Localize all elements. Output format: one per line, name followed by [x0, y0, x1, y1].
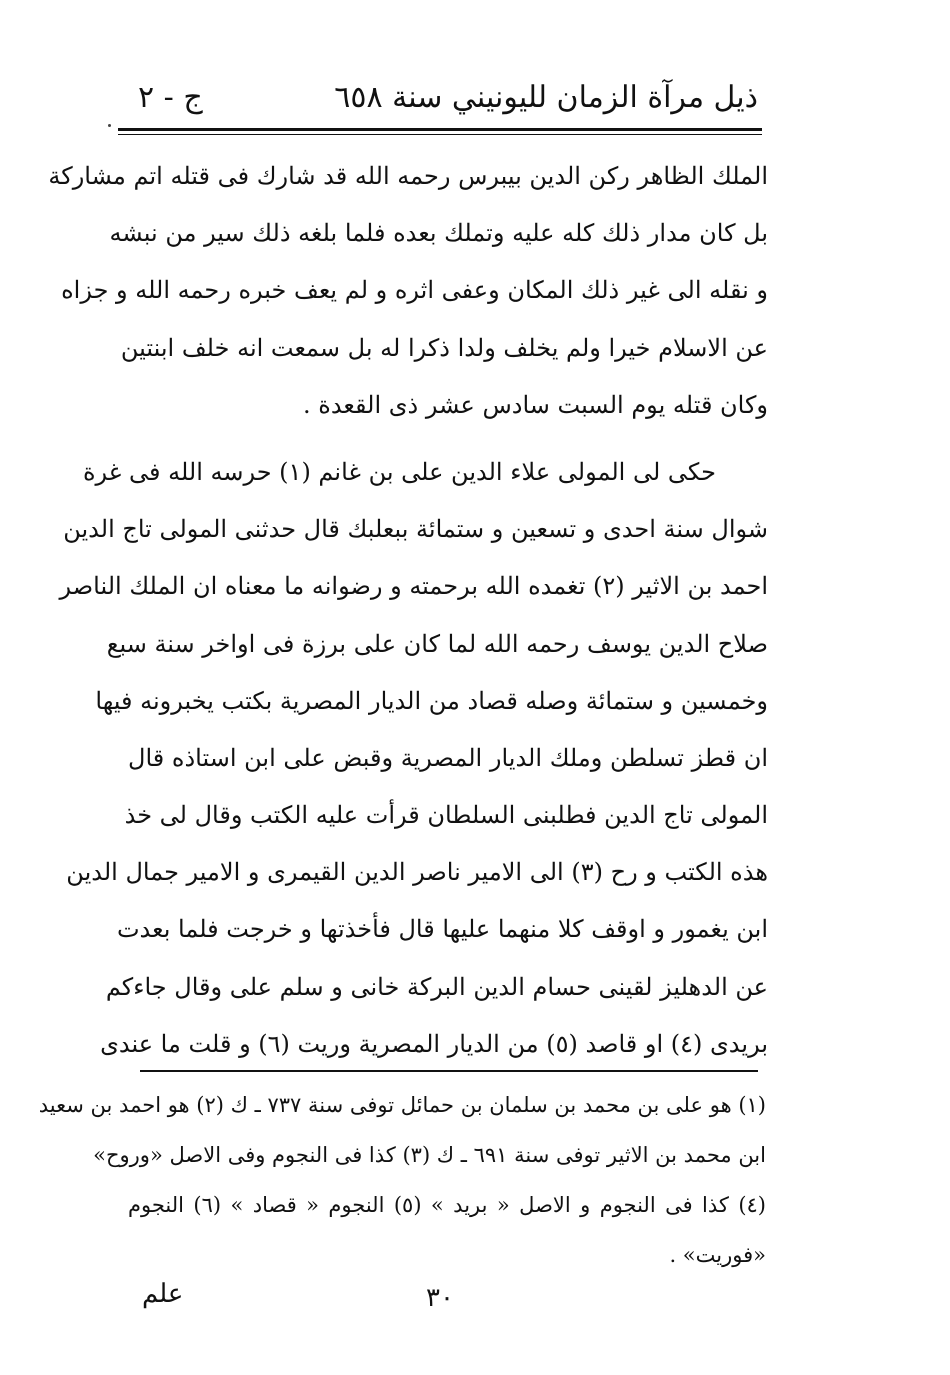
text-line: صلاح الدين يوسف رحمه الله لما كان على برزة فى اواخر سنة سبع [106, 629, 768, 658]
text-line: بل كان مدار ذلك كله عليه وتملك بعده فلما بلغه ذلك سير من نبشه [109, 219, 768, 248]
paragraph-1 [48, 148, 768, 434]
text-line: المولى تاج الدين فطلبنى السلطان قرأت عليه الكتب وقال لى خذ [124, 801, 768, 830]
header-volume: ج - ٢ [138, 80, 203, 115]
page-number: ٣٠ [426, 1283, 454, 1313]
signature-mark: علم [142, 1279, 184, 1309]
text-line: بريدى (٤) او قاصد (٥) من الديار المصرية وريت (٦) و قلت ما عندى [100, 1029, 768, 1058]
footnote-line: ابن محمد بن الاثير توفى سنة ٦٩١ ـ ك (٣) كذا فى النجوم وفى الاصل «وروح» [93, 1143, 766, 1167]
text-line: عن الاسلام خيرا ولم يخلف ولدا ذكرا له بل سمعت انه خلف ابنتين [120, 333, 768, 362]
footnote-line: (١) هو على بن محمد بن سلمان بن حمائل توفى سنة ٧٣٧ ـ ك (٢) هو احمد بن سعيد [38, 1093, 766, 1117]
header-title: ذيل مرآة الزمان لليونيني سنة ٦٥٨ [334, 80, 758, 115]
scan-speck [108, 124, 111, 127]
header-rule-thick [118, 128, 762, 131]
text-line: وكان قتله يوم السبت سادس عشر ذى القعدة . [303, 390, 768, 419]
footnotes [38, 1080, 766, 1280]
footnote-separator [140, 1070, 758, 1072]
header-rule-thin [118, 134, 762, 135]
text-line: هذه الكتب و رح (٣) الى الامير ناصر الدين القيمرى و الامير جمال الدين [66, 858, 768, 887]
text-line: ان قطز تسلطن وملك الديار المصرية وقبض على ابن استاذه قال [128, 743, 768, 772]
text-line: ابن يغمور و اوقف كلا منهما عليها قال فأخذتها و خرجت فلما بعدت [116, 915, 768, 944]
running-header [138, 78, 758, 122]
text-line: وخمسين و ستمائة وصله قصاد من الديار المصرية بكتب يخبرونه فيها [95, 686, 768, 715]
paragraph-gap [128, 434, 768, 444]
text-line: عن الدهليز لقينى حسام الدين البركة خانى و سلم على وقال جاءكم [105, 972, 768, 1001]
footnote-line: (٤) كذا فى النجوم و الاصل « بريد » (٥) النجوم « قصاد » (٦) النجوم [128, 1193, 766, 1217]
text-line: و نقله الى غير ذلك المكان وعفى اثره و لم يعف خبره رحمه الله و جزاه [61, 276, 768, 305]
text-line: احمد بن الاثير (٢) تغمده الله برحمته و رضوانه ما معناه ان الملك الناصر [59, 572, 768, 601]
footnote-line: «فوريت» . [669, 1243, 766, 1267]
paragraph-2 [59, 444, 768, 1073]
text-line: حكى لى المولى علاء الدين على بن غانم (١) حرسه الله فى غرة [82, 457, 716, 486]
text-line: الملك الظاهر ركن الدين بيبرس رحمه الله قد شارك فى قتله اتم مشاركة [48, 162, 768, 190]
text-line: شوال سنة احدى و تسعين و ستمائة ببعلبك قال حدثنى المولى تاج الدين [63, 515, 768, 544]
main-text [48, 148, 768, 1073]
